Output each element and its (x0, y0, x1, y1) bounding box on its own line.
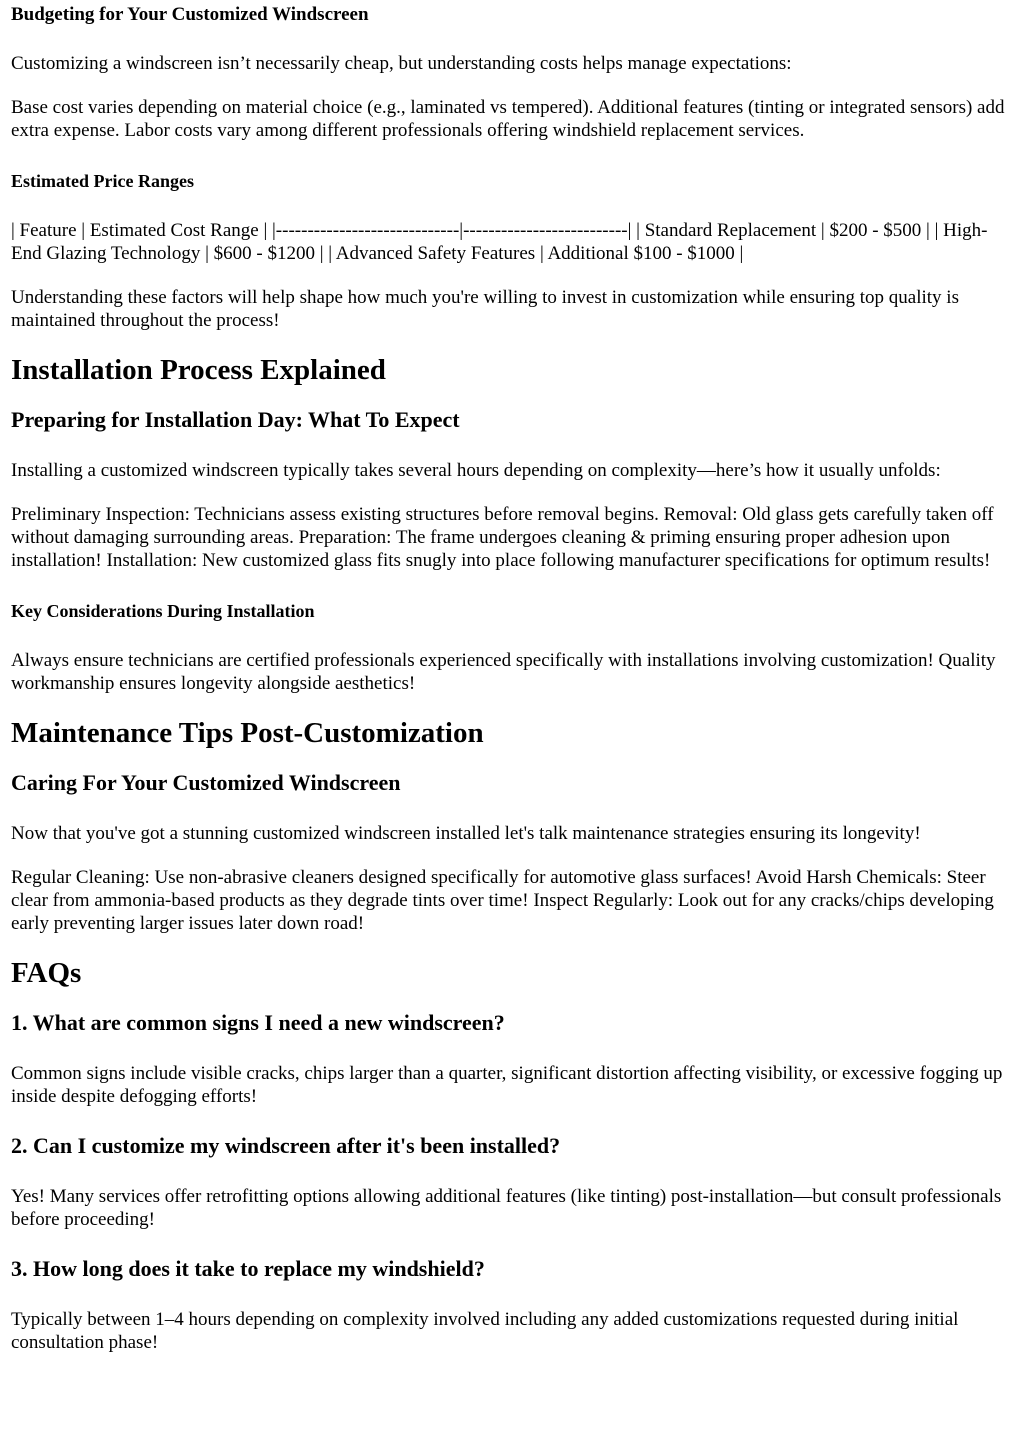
faq-answer: Common signs include visible cracks, chips larger than a quarter, significant distortion affecting visibility, or excessive fogging up inside despite defogging efforts! (11, 1063, 1003, 1107)
maintenance-heading: Maintenance Tips Post-Customization (11, 717, 484, 749)
installation-intro: Installing a customized windscreen typically takes several hours depending on complexity—here’s how it usually unfolds: (11, 460, 941, 481)
budget-heading: Budgeting for Your Customized Windscreen (11, 4, 369, 25)
article (0, 3, 1024, 1354)
installation-subheading: Preparing for Installation Day: What To Expect (11, 407, 460, 432)
budget-costs: Base cost varies depending on material choice (e.g., laminated vs tempered). Additional features (tinting or integrated sensors) add extra expense. Labor costs vary among different professionals offering windshield replacement services. (11, 97, 1005, 141)
maintenance-subheading: Caring For Your Customized Windscreen (11, 770, 401, 795)
budget-closing: Understanding these factors will help shape how much you're willing to invest in customization while ensuring top quality is maintained throughout the process! (11, 287, 959, 331)
price-ranges-heading: Estimated Price Ranges (11, 171, 194, 191)
faq-question: 1. What are common signs I need a new windscreen? (11, 1010, 505, 1035)
key-considerations-text: Always ensure technicians are certified professionals experienced specifically with installations involving customization! Quality workmanship ensures longevity alongside aesthetics! (11, 650, 996, 694)
faq-answer: Yes! Many services offer retrofitting options allowing additional features (like tinting) post-installation—but consult professionals before proceeding! (11, 1186, 1002, 1230)
faq-question: 2. Can I customize my windscreen after it's been installed? (11, 1133, 561, 1158)
price-table-text: | Feature | Estimated Cost Range | |-----------------------------|--------------------------| | Standard Replacement | $200 - $500 | | High-End Glazing Technology | $600 - $1200 | | Advanced Safety Features | Additional $100 - $1000 | (11, 220, 988, 264)
maintenance-intro: Now that you've got a stunning customized windscreen installed let's talk maintenance strategies ensuring its longevity! (11, 823, 921, 844)
key-considerations-heading: Key Considerations During Installation (11, 601, 315, 621)
installation-steps: Preliminary Inspection: Technicians assess existing structures before removal begins. Removal: Old glass gets carefully taken off without damaging surrounding areas. Preparation: The frame undergoes cleaning & priming ensuring proper adhesion upon installation! Installation: New customized glass fits snugly into place following manufacturer specifications for optimum results! (11, 504, 994, 571)
budget-intro: Customizing a windscreen isn’t necessarily cheap, but understanding costs helps manage expectations: (11, 53, 792, 74)
faq-question: 3. How long does it take to replace my windshield? (11, 1256, 485, 1281)
installation-heading: Installation Process Explained (11, 354, 386, 386)
maintenance-tips: Regular Cleaning: Use non-abrasive cleaners designed specifically for automotive glass surfaces! Avoid Harsh Chemicals: Steer clear from ammonia-based products as they degrade tints over time! Inspect Regularly: Look out for any cracks/chips developing early preventing larger issues later down road! (11, 867, 994, 934)
faq-answer: Typically between 1–4 hours depending on complexity involved including any added customizations requested during initial consultation phase! (11, 1309, 959, 1353)
faqs-heading: FAQs (11, 957, 82, 989)
